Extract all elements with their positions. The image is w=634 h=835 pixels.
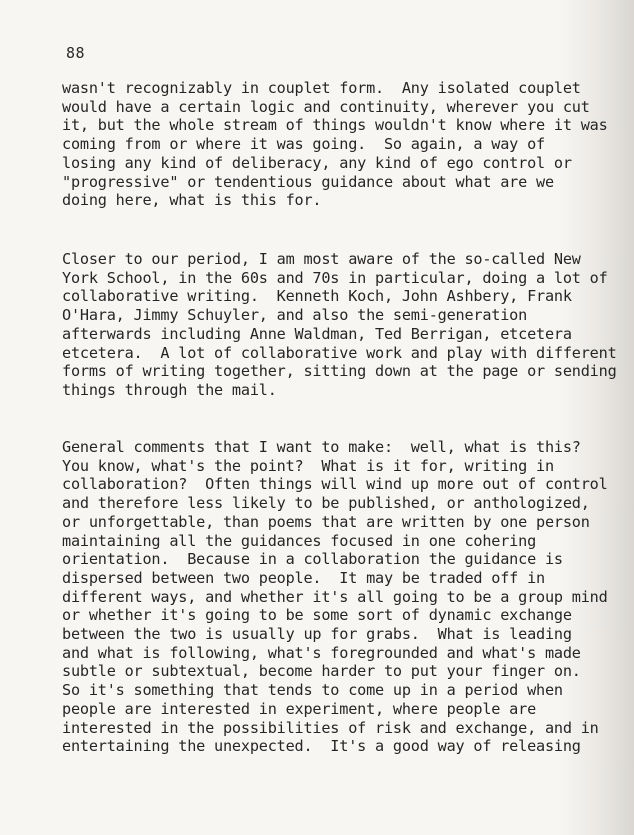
text-line: or unforgettable, than poems that are written by one person bbox=[62, 512, 590, 531]
text-line: dispersed between two people. It may be traded off in bbox=[62, 568, 545, 587]
text-line: coming from or where it was going. So again, a way of bbox=[62, 135, 545, 154]
text-line: maintaining all the guidances focused in one cohering bbox=[62, 531, 537, 550]
paragraph-1 bbox=[62, 79, 622, 210]
text-line: it, but the whole stream of things wouldn't know where it was bbox=[62, 116, 608, 135]
text-line: would have a certain logic and continuity, wherever you cut bbox=[62, 97, 590, 116]
text-line: O'Hara, Jimmy Schuyler, and also the semi-generation bbox=[62, 306, 528, 325]
text-line: wasn't recognizably in couplet form. Any isolated couplet bbox=[62, 79, 581, 97]
text-line: So it's something that tends to come up in a period when bbox=[62, 681, 563, 700]
text-line: losing any kind of deliberacy, any kind of ego control or bbox=[62, 153, 572, 172]
text-line: entertaining the unexpected. It's a good way of releasing bbox=[62, 737, 581, 756]
text-line: "progressive" or tendentious guidance about what are we bbox=[62, 172, 554, 191]
text-line: General comments that I want to make: well, what is this? bbox=[62, 438, 581, 456]
text-line: things through the mail. bbox=[62, 380, 277, 399]
text-line: between the two is usually up for grabs. What is leading bbox=[62, 625, 572, 644]
text-line: Closer to our period, I am most aware of the so-called New bbox=[62, 250, 581, 268]
text-line: and what is following, what's foregrounded and what's made bbox=[62, 643, 581, 662]
page-number: 88 bbox=[66, 44, 86, 62]
text-line: York School, in the 60s and 70s in particular, doing a lot of bbox=[62, 268, 608, 287]
text-line: orientation. Because in a collaboration the guidance is bbox=[62, 550, 563, 569]
text-line: forms of writing together, sitting down at the page or sending bbox=[62, 362, 617, 381]
text-line: subtle or subtextual, become harder to put your finger on. bbox=[62, 662, 581, 681]
text-line: afterwards including Anne Waldman, Ted Berrigan, etcetera bbox=[62, 324, 572, 343]
text-line: etcetera. A lot of collaborative work and play with different bbox=[62, 343, 617, 362]
paragraph-2 bbox=[62, 250, 622, 400]
text-line: collaborative writing. Kenneth Koch, John Ashbery, Frank bbox=[62, 287, 572, 306]
paragraph-3 bbox=[62, 438, 622, 756]
text-line: doing here, what is this for. bbox=[62, 191, 322, 210]
text-line: and therefore less likely to be published, or anthologized, bbox=[62, 494, 590, 513]
text-line: collaboration? Often things will wind up more out of control bbox=[62, 475, 608, 494]
text-line: interested in the possibilities of risk and exchange, and in bbox=[62, 718, 599, 737]
text-line: different ways, and whether it's all going to be a group mind bbox=[62, 587, 608, 606]
text-line: or whether it's going to be some sort of dynamic exchange bbox=[62, 606, 572, 625]
text-line: people are interested in experiment, where people are bbox=[62, 699, 537, 718]
text-line: You know, what's the point? What is it for, writing in bbox=[62, 456, 554, 475]
